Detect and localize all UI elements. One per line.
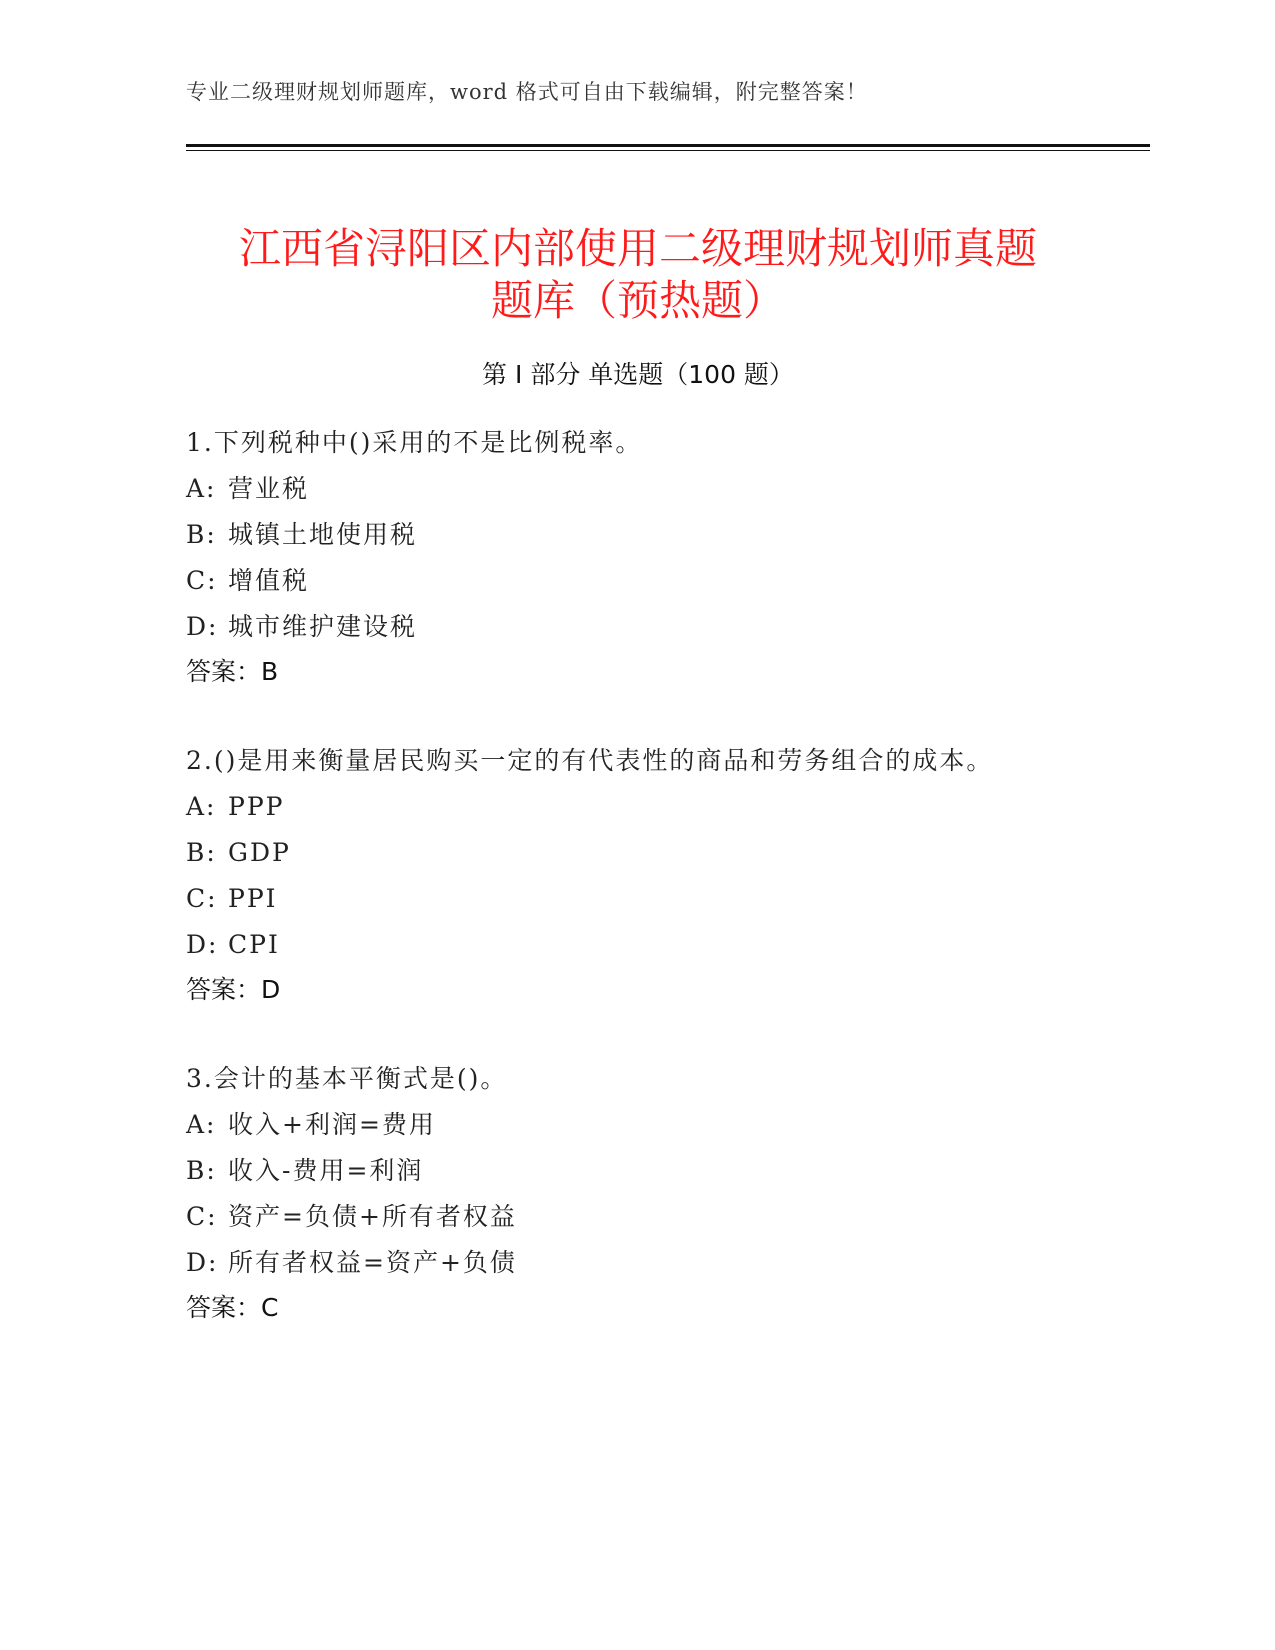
option-c	[186, 558, 1150, 604]
option-d	[186, 604, 1150, 650]
option-letter: D:	[186, 612, 219, 641]
question-1	[186, 420, 1150, 694]
document-title	[186, 223, 1090, 327]
option-letter: B:	[186, 1156, 217, 1185]
question-2	[186, 738, 1150, 1012]
option-text: 资产=负债+所有者权益	[228, 1202, 517, 1231]
option-c	[186, 1194, 1150, 1240]
section-heading: 第 I 部分 单选题（100 题）	[482, 360, 794, 389]
question-text: 1.下列税种中()采用的不是比例税率。	[186, 428, 643, 457]
option-a	[186, 1102, 1150, 1148]
question-text: 3.会计的基本平衡式是()。	[186, 1064, 508, 1093]
question-text: 2.()是用来衡量居民购买一定的有代表性的商品和劳务组合的成本。	[186, 746, 994, 775]
option-text: 收入-费用=利润	[228, 1156, 424, 1185]
option-letter: C:	[186, 884, 218, 913]
option-text: PPI	[228, 884, 278, 913]
option-letter: B:	[186, 520, 217, 549]
answer: 答案：C	[186, 1293, 279, 1322]
option-a	[186, 784, 1150, 830]
header-note: 专业二级理财规划师题库，word 格式可自由下载编辑，附完整答案！	[186, 80, 868, 104]
option-text: 城镇土地使用税	[228, 520, 418, 549]
option-c	[186, 876, 1150, 922]
answer: 答案：B	[186, 657, 279, 686]
option-text: PPP	[228, 792, 285, 821]
option-text: GDP	[228, 838, 291, 867]
option-letter: A:	[186, 474, 217, 503]
option-letter: C:	[186, 1202, 218, 1231]
document-title-line-1: 江西省浔阳区内部使用二级理财规划师真题	[238, 224, 1037, 274]
option-letter: D:	[186, 930, 219, 959]
option-b	[186, 1148, 1150, 1194]
header-divider-thin	[186, 150, 1150, 151]
option-letter: A:	[186, 792, 217, 821]
option-text: 收入+利润=费用	[228, 1110, 436, 1139]
option-text: CPI	[228, 930, 280, 959]
option-text: 所有者权益=资产+负债	[228, 1248, 517, 1277]
option-letter: B:	[186, 838, 217, 867]
option-d	[186, 922, 1150, 968]
document-title-line-2: 题库（预热题）	[490, 276, 785, 326]
option-b	[186, 830, 1150, 876]
option-a	[186, 466, 1150, 512]
answer: 答案：D	[186, 975, 281, 1004]
option-letter: A:	[186, 1110, 217, 1139]
option-text: 增值税	[228, 566, 310, 595]
option-letter: C:	[186, 566, 218, 595]
option-letter: D:	[186, 1248, 219, 1277]
question-3	[186, 1056, 1150, 1330]
option-text: 城市维护建设税	[228, 612, 418, 641]
option-text: 营业税	[228, 474, 310, 503]
option-b	[186, 512, 1150, 558]
header-divider-thick	[186, 144, 1150, 147]
option-d	[186, 1240, 1150, 1286]
